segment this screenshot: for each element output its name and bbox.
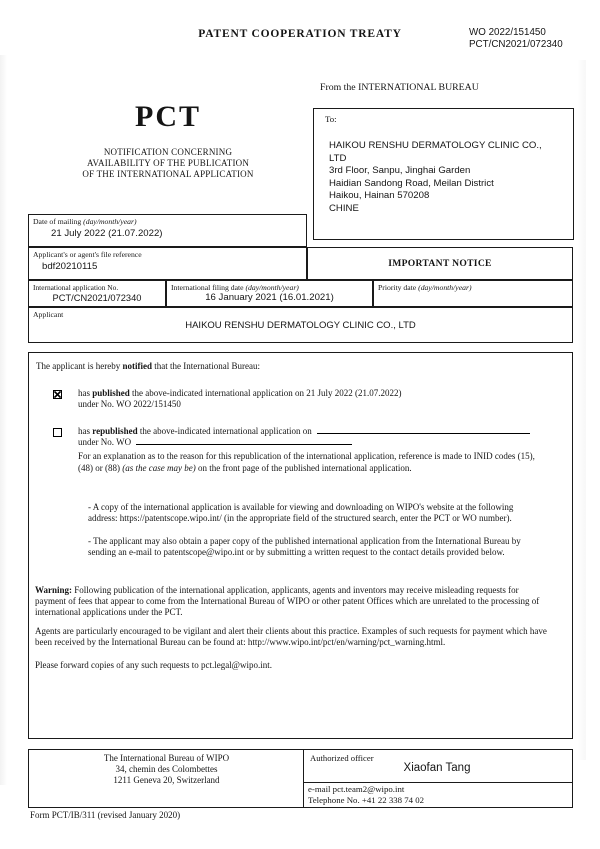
label-text: Priority date [378, 283, 417, 292]
footer-email: e-mail pct.team2@wipo.int [308, 784, 405, 794]
republished-post: the above-indicated international application on [137, 426, 312, 436]
footer-telephone: Telephone No. +41 22 338 74 02 [308, 795, 425, 805]
agents-paragraph [35, 626, 547, 648]
address-line: HAIKOU RENSHU DERMATOLOGY CLINIC CO., [329, 140, 542, 151]
forward-paragraph: Please forward copies of any such requests to pct.legal@wipo.int. [35, 660, 272, 670]
warning-line1 [35, 585, 539, 596]
blank-line-wo-number [136, 437, 352, 445]
publication-numbers [469, 27, 563, 51]
explanation-italic: (as the case may be) [122, 462, 196, 473]
intro-pre: The applicant is hereby [36, 361, 123, 371]
filing-date-value: 16 January 2021 (16.01.2021) [205, 292, 334, 303]
copy-availability-paragraph [88, 502, 513, 525]
published-pre: has [78, 388, 93, 398]
warning-paragraph [35, 585, 539, 617]
form-identifier: Form PCT/IB/311 (revised January 2020) [30, 810, 181, 820]
important-notice-cell [307, 247, 573, 280]
republished-line2 [78, 437, 535, 448]
from-international-bureau: From the INTERNATIONAL BUREAU [320, 82, 479, 93]
republished-line2-text: under No. WO [78, 437, 132, 448]
important-notice-heading: IMPORTANT NOTICE [388, 258, 492, 269]
agents-line: been received by the International Bureau can be found at: http://www.wipo.int/pct/en/warning/pct_warning.html. [35, 636, 446, 647]
application-no-cell [28, 280, 166, 307]
intro-sentence [36, 361, 260, 372]
application-no-label: International application No. [33, 283, 119, 292]
date-format-note: (day/month/year) [245, 283, 299, 292]
warning-line2: payment of fees that appear to come from the International Bureau of WIPO or other patent Offices which are unrelated to the processing of [35, 595, 540, 606]
date-of-mailing-label [33, 217, 137, 226]
file-reference-cell [28, 247, 307, 280]
treaty-title: PATENT COOPERATION TREATY [198, 28, 402, 40]
date-format-note: (day/month/year) [418, 283, 472, 292]
recipient-address [329, 140, 542, 216]
republished-statement [78, 426, 535, 474]
address-line: Haidian Sandong Road, Meilan District [329, 177, 494, 189]
blank-line-date [317, 426, 530, 434]
address-line: 3rd Floor, Sanpu, Jinghai Garden [329, 165, 471, 177]
paper-line: sending an e-mail to patentscope@wipo.int or by submitting a written request to the contact details provided below. [88, 547, 505, 558]
republished-pre: has [78, 426, 93, 436]
warning-bold: Warning: [35, 585, 73, 595]
explanation-post: on the front page of the published international application. [195, 462, 412, 473]
intro-post: that the International Bureau: [151, 361, 260, 371]
filing-date-cell [166, 280, 373, 307]
priority-date-cell [373, 280, 573, 307]
notification-body-box [28, 352, 573, 739]
published-statement [78, 388, 401, 411]
wo-number: WO 2022/151450 [469, 27, 546, 38]
notification-title [18, 147, 318, 180]
republished-checkbox-unchecked [53, 428, 62, 437]
applicant-cell [28, 307, 573, 343]
republished-line1 [78, 426, 535, 437]
file-reference-value: bdf20210115 [42, 261, 98, 272]
label-text: Date of mailing [33, 217, 82, 226]
authorized-officer-name: Xiaofan Tang [403, 762, 471, 774]
scan-streak-right [577, 60, 586, 760]
published-line1 [78, 388, 401, 399]
warning-line1-text: Following publication of the international application, applicants, agents and inventors may receive misleading requests for [72, 585, 519, 595]
intro-bold: notified [122, 361, 152, 371]
international-bureau-address [29, 753, 304, 786]
agents-line: Agents are particularly encouraged to be vigilant and alert their clients about this practice. Examples of such requests for payment which have [35, 626, 547, 636]
copy-line: - A copy of the international application is available for viewing and downloading on WIPO's website at the following [88, 502, 514, 512]
explanation-line1: For an explanation as to the reason for this republication of the international application, reference is made to INID codes (15), [78, 451, 535, 462]
footer-divider [303, 750, 304, 807]
republished-bold: republished [92, 426, 138, 436]
published-post: the above-indicated international application on 21 July 2022 (21.07.2022) [129, 388, 402, 398]
officer-signature-line [304, 782, 572, 783]
date-of-mailing-cell [28, 214, 307, 247]
pct-number: PCT/CN2021/072340 [469, 38, 563, 50]
label-text: International filing date [171, 283, 244, 292]
applicant-value: HAIKOU RENSHU DERMATOLOGY CLINIC CO., LTD [185, 320, 416, 331]
priority-date-label [378, 283, 472, 292]
date-of-mailing-value: 21 July 2022 (21.07.2022) [51, 228, 163, 239]
file-reference-label: Applicant's or agent's file reference [33, 250, 142, 259]
application-no-value: PCT/CN2021/072340 [52, 293, 142, 303]
filing-date-label [171, 283, 299, 292]
address-line: Haikou, Hainan 570208 [329, 190, 430, 202]
to-label: To: [325, 114, 337, 124]
applicant-label: Applicant [33, 310, 64, 319]
recipient-address-box [313, 108, 574, 240]
published-line2: under No. WO 2022/151450 [78, 399, 181, 410]
published-bold: published [92, 388, 130, 398]
warning-line3: international applications under the PCT. [35, 606, 183, 617]
footer-contact-box [28, 749, 573, 808]
explanation-line2 [78, 463, 535, 474]
authorized-officer-label: Authorized officer [310, 753, 374, 763]
pct-logo: PCT [135, 100, 201, 133]
scan-streak-left [0, 55, 7, 785]
date-format-note: (day/month/year) [83, 217, 137, 226]
notification-line: AVAILABILITY OF THE PUBLICATION [86, 158, 250, 168]
published-checkbox-checked [53, 390, 62, 399]
bureau-line: The International Bureau of WIPO [103, 753, 230, 763]
address-line: LTD [329, 152, 347, 164]
paper-copy-paragraph [88, 536, 521, 559]
notification-line: NOTIFICATION CONCERNING [103, 147, 233, 157]
paper-line: - The applicant may also obtain a paper copy of the published international application from the International Bureau by [88, 536, 521, 546]
address-line: CHINE [329, 202, 359, 214]
copy-line: address: https://patentscope.wipo.int/ (in the appropriate field of the structured search, enter the PCT or WO number). [88, 513, 512, 524]
checkbox-x-mark [53, 390, 62, 399]
bureau-line: 1211 Geneva 20, Switzerland [113, 774, 220, 785]
bureau-line: 34, chemin des Colombettes [115, 763, 218, 774]
explanation-pre: (48) or (88) [78, 462, 123, 473]
notification-line: OF THE INTERNATIONAL APPLICATION [82, 169, 254, 179]
